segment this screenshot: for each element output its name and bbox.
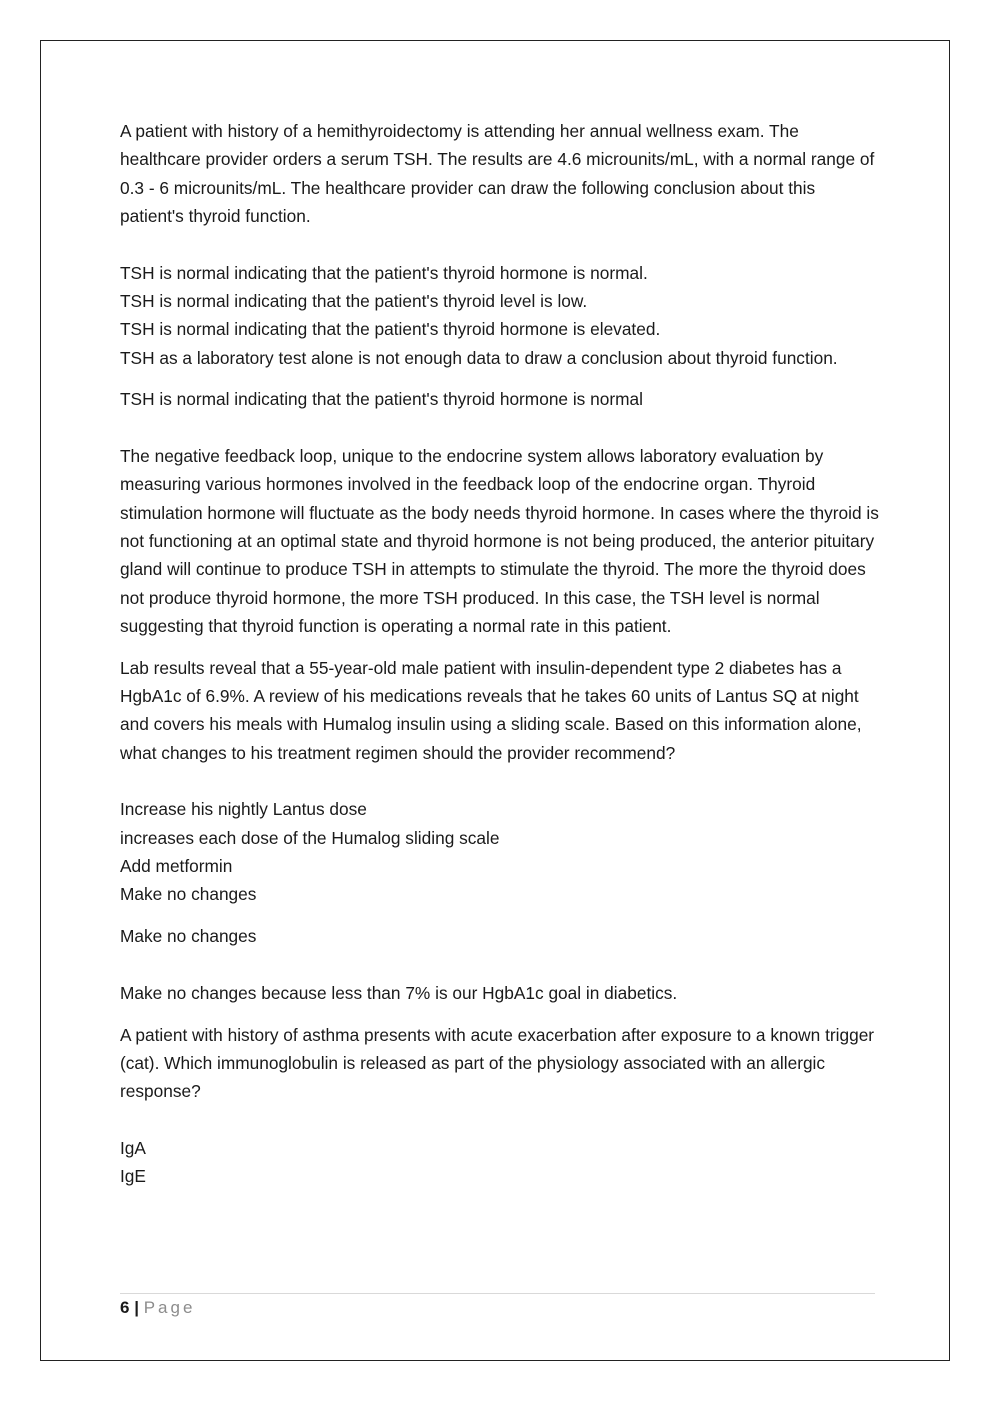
question-2-option-4: Make no changes (120, 884, 257, 905)
question-2-text: Lab results reveal that a 55-year-old male patient with insulin-dependent type 2 diabetes has a HgbA1c of 6.9%. A review of his medications reveals that he takes 60 units of Lantus SQ at night and covers his meals with Humalog insulin using a sliding scale. Based on this information alone, what changes to his treatment regimen should the provider recommend? (120, 657, 862, 763)
page-number: 6 (120, 1298, 130, 1317)
question-1-answer: TSH is normal indicating that the patient's thyroid hormone is normal (120, 389, 643, 410)
page-label: Page (143, 1298, 196, 1317)
question-3-text: A patient with history of asthma presents with acute exacerbation after exposure to a known trigger (cat). Which immunoglobulin is released as part of the physiology associated with an allergic response? (120, 1024, 875, 1102)
document-body (120, 117, 880, 1191)
footer-separator: | (134, 1298, 139, 1317)
question-3-option-1: IgA (120, 1138, 146, 1159)
page-footer (120, 1296, 195, 1320)
question-1-options (120, 259, 880, 372)
footer-divider (120, 1293, 875, 1294)
question-2-rationale: Make no changes because less than 7% is our HgbA1c goal in diabetics. (120, 982, 678, 1003)
question-1-option-1: TSH is normal indicating that the patient's thyroid hormone is normal. (120, 262, 648, 283)
question-2-option-2: increases each dose of the Humalog sliding scale (120, 827, 500, 848)
question-3-options (120, 1134, 880, 1191)
question-2-answer: Make no changes (120, 926, 257, 947)
question-1-option-4: TSH as a laboratory test alone is not enough data to draw a conclusion about thyroid function. (120, 347, 838, 368)
question-1-option-2: TSH is normal indicating that the patient's thyroid level is low. (120, 290, 588, 311)
question-1-rationale: The negative feedback loop, unique to the endocrine system allows laboratory evaluation by measuring various hormones involved in the feedback loop of the endocrine organ. Thyroid stimulation hormone will fluctuate as the body needs thyroid hormone. In cases where the thyroid is not functioning at an optimal state and thyroid hormone is not being produced, the anterior pituitary gland will continue to produce TSH in attempts to stimulate the thyroid. The more the thyroid does not produce thyroid hormone, the more TSH produced. In this case, the TSH level is normal suggesting that thyroid function is operating a normal rate in this patient. (120, 446, 879, 636)
question-1-option-3: TSH is normal indicating that the patient's thyroid hormone is elevated. (120, 319, 661, 340)
question-2-options (120, 795, 880, 908)
question-1-text: A patient with history of a hemithyroidectomy is attending her annual wellness exam. The healthcare provider orders a serum TSH. The results are 4.6 microunits/mL, with a normal range of 0.3 - 6 microunits/mL. The healthcare provider can draw the following conclusion about this patient's thyroid function. (120, 121, 875, 226)
question-2-option-3: Add metformin (120, 856, 233, 877)
question-2-option-1: Increase his nightly Lantus dose (120, 799, 367, 820)
question-3-option-2: IgE (120, 1166, 146, 1187)
